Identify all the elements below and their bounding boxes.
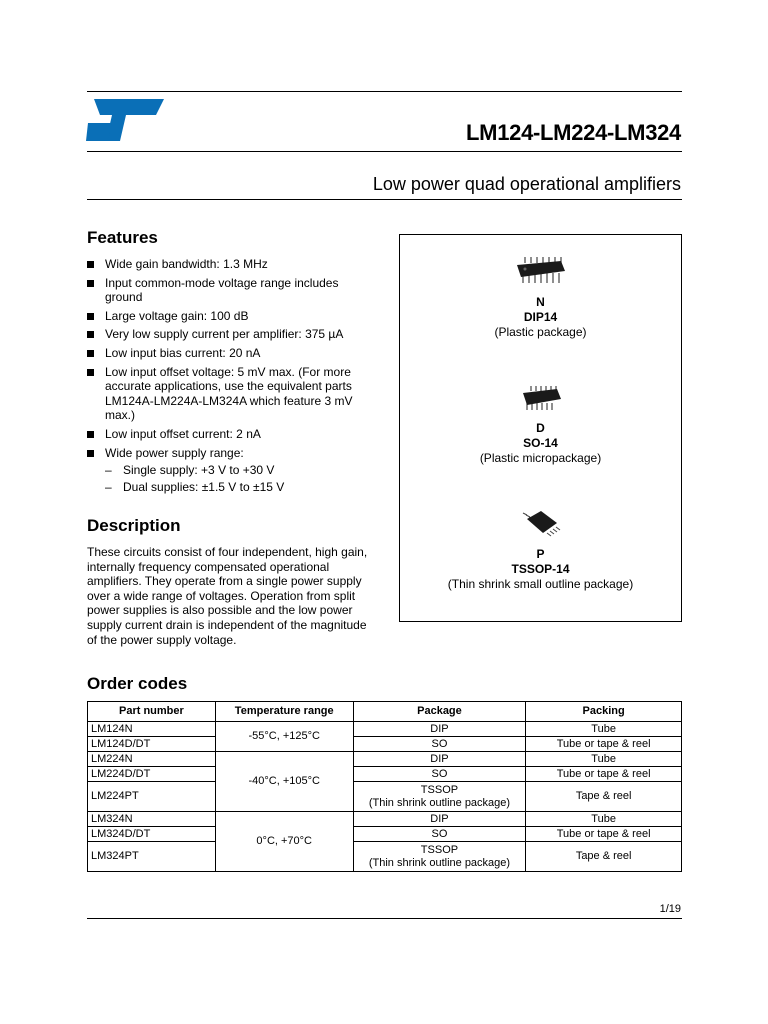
package-note: (Thin shrink outline package) <box>368 796 511 809</box>
table-header-row <box>88 702 682 722</box>
part-number-cell: LM324D/DT <box>88 827 216 842</box>
feature-item: Low input bias current: 20 nA <box>87 346 377 361</box>
package-cell <box>353 842 526 872</box>
temperature-range-cell: -55°C, +125°C <box>215 722 353 752</box>
column-header: Package <box>353 702 526 722</box>
bullet-icon <box>87 450 94 457</box>
packing-cell: Tube <box>526 812 682 827</box>
table-row <box>88 767 682 782</box>
part-number-cell: LM324N <box>88 812 216 827</box>
so14-chip-icon <box>519 383 563 413</box>
feature-item: Low input offset voltage: 5 mV max. (For more accurate applications, use the equivalent parts LM124A-LM224A-LM324A which feature 3 mV max.) <box>87 365 377 423</box>
bullet-icon <box>87 369 94 376</box>
dip14-chip-icon <box>513 253 569 287</box>
table-row <box>88 812 682 827</box>
package-cell: DIP <box>353 812 526 827</box>
package-cell <box>353 782 526 812</box>
table-row <box>88 782 682 812</box>
part-number-cell: LM224D/DT <box>88 767 216 782</box>
title-rule <box>87 151 682 152</box>
package-tssop14 <box>400 507 681 592</box>
column-header: Part number <box>88 702 216 722</box>
packing-cell: Tube <box>526 722 682 737</box>
table-row <box>88 722 682 737</box>
temperature-range-cell: 0°C, +70°C <box>215 812 353 872</box>
package-name: SO-14 <box>523 436 558 450</box>
table-row <box>88 752 682 767</box>
packing-cell: Tape & reel <box>526 782 682 812</box>
part-number-cell: LM124N <box>88 722 216 737</box>
page-number: 1/19 <box>659 903 681 915</box>
package-dip14 <box>400 253 681 340</box>
package-name: DIP14 <box>523 310 558 324</box>
document-subtitle: Low power quad operational amplifiers <box>372 174 681 194</box>
bullet-icon <box>87 313 94 320</box>
supply-range-sublist <box>105 463 377 494</box>
table-row <box>88 737 682 752</box>
package-desc: (Plastic micropackage) <box>479 451 602 465</box>
sub-feature-item: – Single supply: +3 V to +30 V <box>105 463 275 478</box>
packing-cell: Tube or tape & reel <box>526 827 682 842</box>
temperature-range-cell: -40°C, +105°C <box>215 752 353 812</box>
package-cell: SO <box>353 737 526 752</box>
package-name: TSSOP-14 <box>511 562 570 576</box>
feature-item: Input common-mode voltage range includes ground <box>87 276 377 305</box>
feature-item: Very low supply current per amplifier: 375 µA <box>87 327 377 342</box>
bullet-icon <box>87 331 94 338</box>
packing-cell: Tape & reel <box>526 842 682 872</box>
part-number-cell: LM324PT <box>88 842 216 872</box>
bullet-icon <box>87 280 94 287</box>
feature-item: Wide gain bandwidth: 1.3 MHz <box>87 257 377 272</box>
order-codes-heading: Order codes <box>87 674 188 693</box>
column-header: Temperature range <box>215 702 353 722</box>
column-header: Packing <box>526 702 682 722</box>
features-heading: Features <box>87 228 158 247</box>
package-code: D <box>536 421 545 435</box>
part-number-cell: LM224PT <box>88 782 216 812</box>
footer-rule <box>87 918 682 919</box>
table-row <box>88 827 682 842</box>
table-row <box>88 842 682 872</box>
order-codes-table <box>87 701 682 872</box>
packing-cell: Tube <box>526 752 682 767</box>
bullet-icon <box>87 350 94 357</box>
package-box <box>399 234 682 622</box>
document-title: LM124-LM224-LM324 <box>466 120 681 145</box>
feature-item: Wide power supply range: – Single supply: +3 V to +30 V – Dual supplies: ±1.5 V to ±15 V <box>87 446 377 495</box>
package-code: P <box>536 547 545 561</box>
packing-cell: Tube or tape & reel <box>526 737 682 752</box>
features-list <box>87 257 377 498</box>
package-cell: DIP <box>353 722 526 737</box>
description-heading: Description <box>87 516 181 535</box>
package-cell: DIP <box>353 752 526 767</box>
tssop14-chip-icon <box>521 507 561 539</box>
package-cell: SO <box>353 767 526 782</box>
package-name: TSSOP <box>420 783 459 796</box>
part-number-cell: LM124D/DT <box>88 737 216 752</box>
package-note: (Thin shrink outline package) <box>368 856 511 869</box>
bullet-icon <box>87 261 94 268</box>
package-desc: (Plastic package) <box>494 325 587 339</box>
package-name: TSSOP <box>420 843 459 856</box>
description-text: These circuits consist of four independent, high gain, internally frequency compensated operational amplifiers. They operate from a single power supply over a wide range of voltages. Operation from split power supplies is also possible and the low power supply current drain is independent of the magnitude of the power supply voltage. <box>87 545 368 647</box>
feature-item: Low input offset current: 2 nA <box>87 427 377 442</box>
subtitle-rule <box>87 199 682 200</box>
bullet-icon <box>87 431 94 438</box>
package-cell: SO <box>353 827 526 842</box>
package-so14 <box>400 383 681 466</box>
sub-feature-item: – Dual supplies: ±1.5 V to ±15 V <box>105 479 285 494</box>
st-logo <box>86 97 164 143</box>
package-desc: (Thin shrink small outline package) <box>447 577 634 591</box>
feature-item: Large voltage gain: 100 dB <box>87 309 377 324</box>
part-number-cell: LM224N <box>88 752 216 767</box>
package-code: N <box>536 295 545 309</box>
packing-cell: Tube or tape & reel <box>526 767 682 782</box>
header-top-rule <box>87 91 682 92</box>
